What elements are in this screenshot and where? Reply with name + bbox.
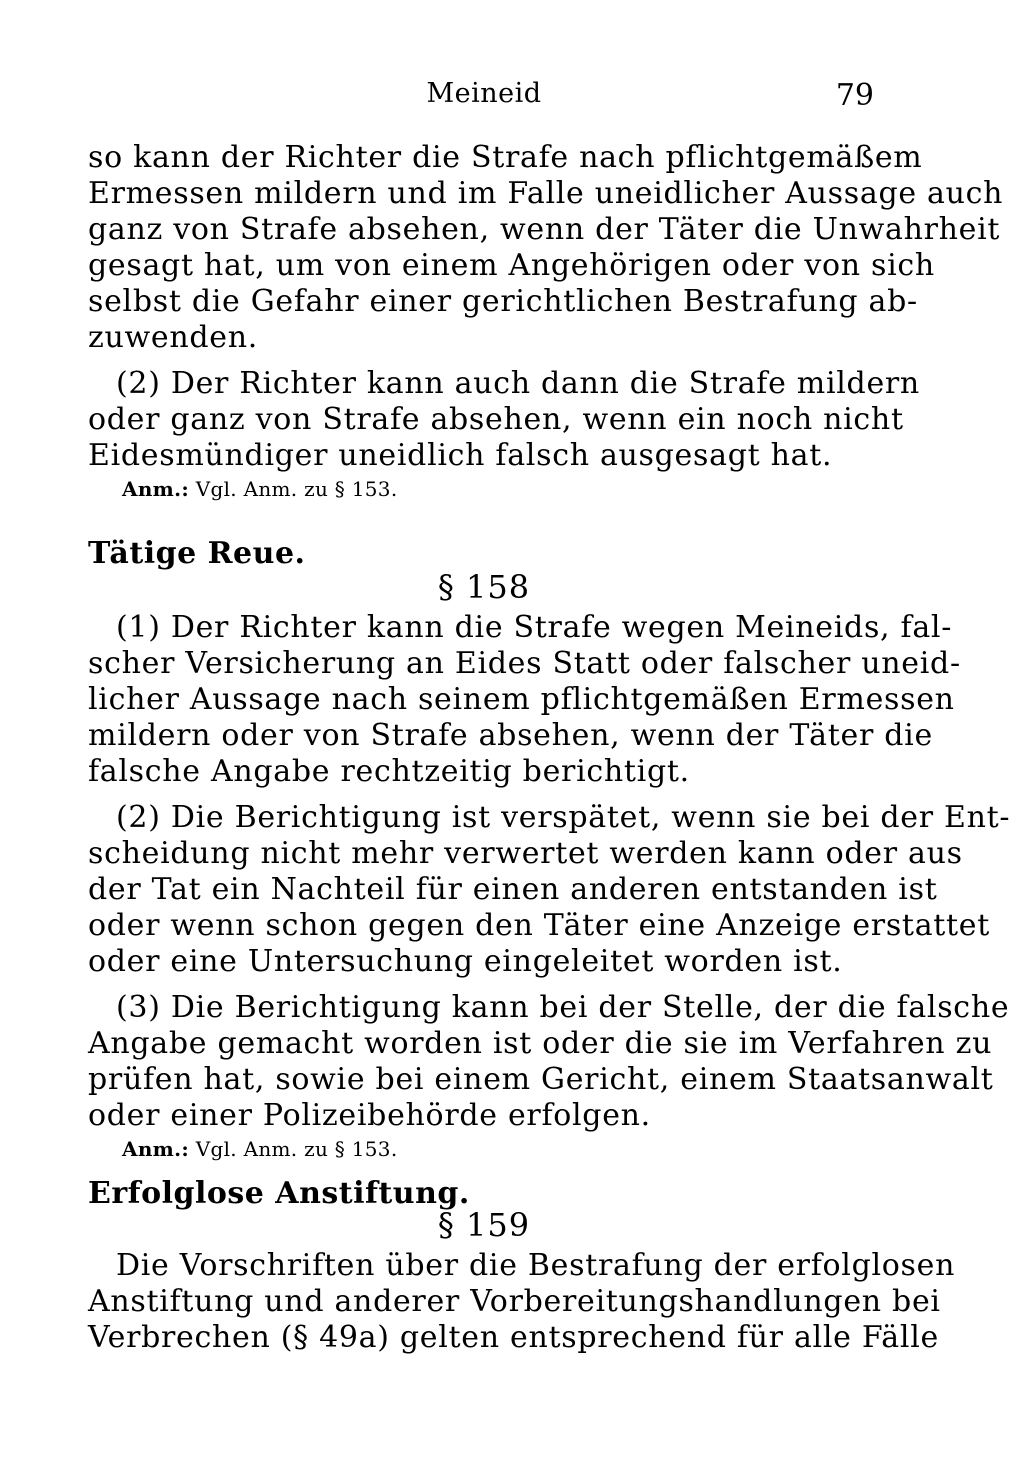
text-line: ganz von Strafe absehen, wenn der Täter die Unwahrheit xyxy=(88,212,1001,247)
text-line: oder wenn schon gegen den Täter eine Anzeige erstattet xyxy=(88,908,990,943)
text-line: selbst die Gefahr einer gerichtlichen Bestrafung ab- xyxy=(88,284,918,319)
running-header xyxy=(88,78,880,118)
text-line: Die Vorschriften über die Bestrafung der erfolglosen xyxy=(116,1248,956,1283)
text-line: licher Aussage nach seinem pflichtgemäßen Ermessen xyxy=(88,682,955,717)
text-line: Angabe gemacht worden ist oder die sie im Verfahren zu xyxy=(88,1026,993,1061)
text-line: der Tat ein Nachteil für einen anderen entstanden ist xyxy=(88,872,938,907)
text-line: (1) Der Richter kann die Strafe wegen Meineids, fal- xyxy=(116,610,953,645)
text-line: (3) Die Berichtigung kann bei der Stelle, der die falsche xyxy=(116,990,1010,1025)
annotation xyxy=(88,474,880,504)
section-number: § 158 xyxy=(437,568,531,606)
text-line: mildern oder von Strafe absehen, wenn der Täter die xyxy=(88,718,933,753)
section-heading: Erfolglose Anstiftung. xyxy=(88,1176,470,1211)
annotation-text: Vgl. Anm. zu § 153. xyxy=(195,477,398,501)
annotation-label: Anm.: xyxy=(122,477,190,501)
text-line: oder ganz von Strafe absehen, wenn ein noch nicht xyxy=(88,402,904,437)
section-158-body xyxy=(88,610,1011,1164)
section-number: § 159 xyxy=(437,1206,531,1244)
text-line: Ermessen mildern und im Falle uneidlicher Aussage auch xyxy=(88,176,1004,211)
text-line: (2) Der Richter kann auch dann die Strafe mildern xyxy=(116,366,920,401)
annotation-label: Anm.: xyxy=(122,1137,190,1161)
text-line: zuwenden. xyxy=(88,320,258,355)
text-line: prüfen hat, sowie bei einem Gericht, einem Staatsanwalt xyxy=(88,1062,994,1097)
text-line: Anstiftung und anderer Vorbereitungshandlungen bei xyxy=(88,1284,941,1319)
section-159-body xyxy=(88,1248,956,1356)
text-line: oder eine Untersuchung eingeleitet worden ist. xyxy=(88,944,843,979)
text-line: scher Versicherung an Eides Statt oder falscher uneid- xyxy=(88,646,961,681)
text-line: gesagt hat, um von einem Angehörigen oder von sich xyxy=(88,248,935,283)
text-line: so kann der Richter die Strafe nach pflichtgemäßem xyxy=(88,140,923,175)
text-line: Eidesmündiger uneidlich falsch ausgesagt hat. xyxy=(88,438,833,473)
intro-block xyxy=(88,140,1004,504)
text-line: oder einer Polizeibehörde erfolgen. xyxy=(88,1098,651,1133)
text-line: (2) Die Berichtigung ist verspätet, wenn sie bei der Ent- xyxy=(116,800,1011,835)
section-heading: Tätige Reue. xyxy=(88,536,306,571)
text-line: falsche Angabe rechtzeitig berichtigt. xyxy=(88,754,690,789)
annotation-text: Vgl. Anm. zu § 153. xyxy=(195,1137,398,1161)
page-number: 79 xyxy=(835,78,874,113)
running-title: Meineid xyxy=(426,78,542,109)
annotation xyxy=(88,1134,880,1164)
text-line: Verbrechen (§ 49a) gelten entsprechend für alle Fälle xyxy=(88,1320,939,1355)
text-line: scheidung nicht mehr verwertet werden kann oder aus xyxy=(88,836,963,871)
